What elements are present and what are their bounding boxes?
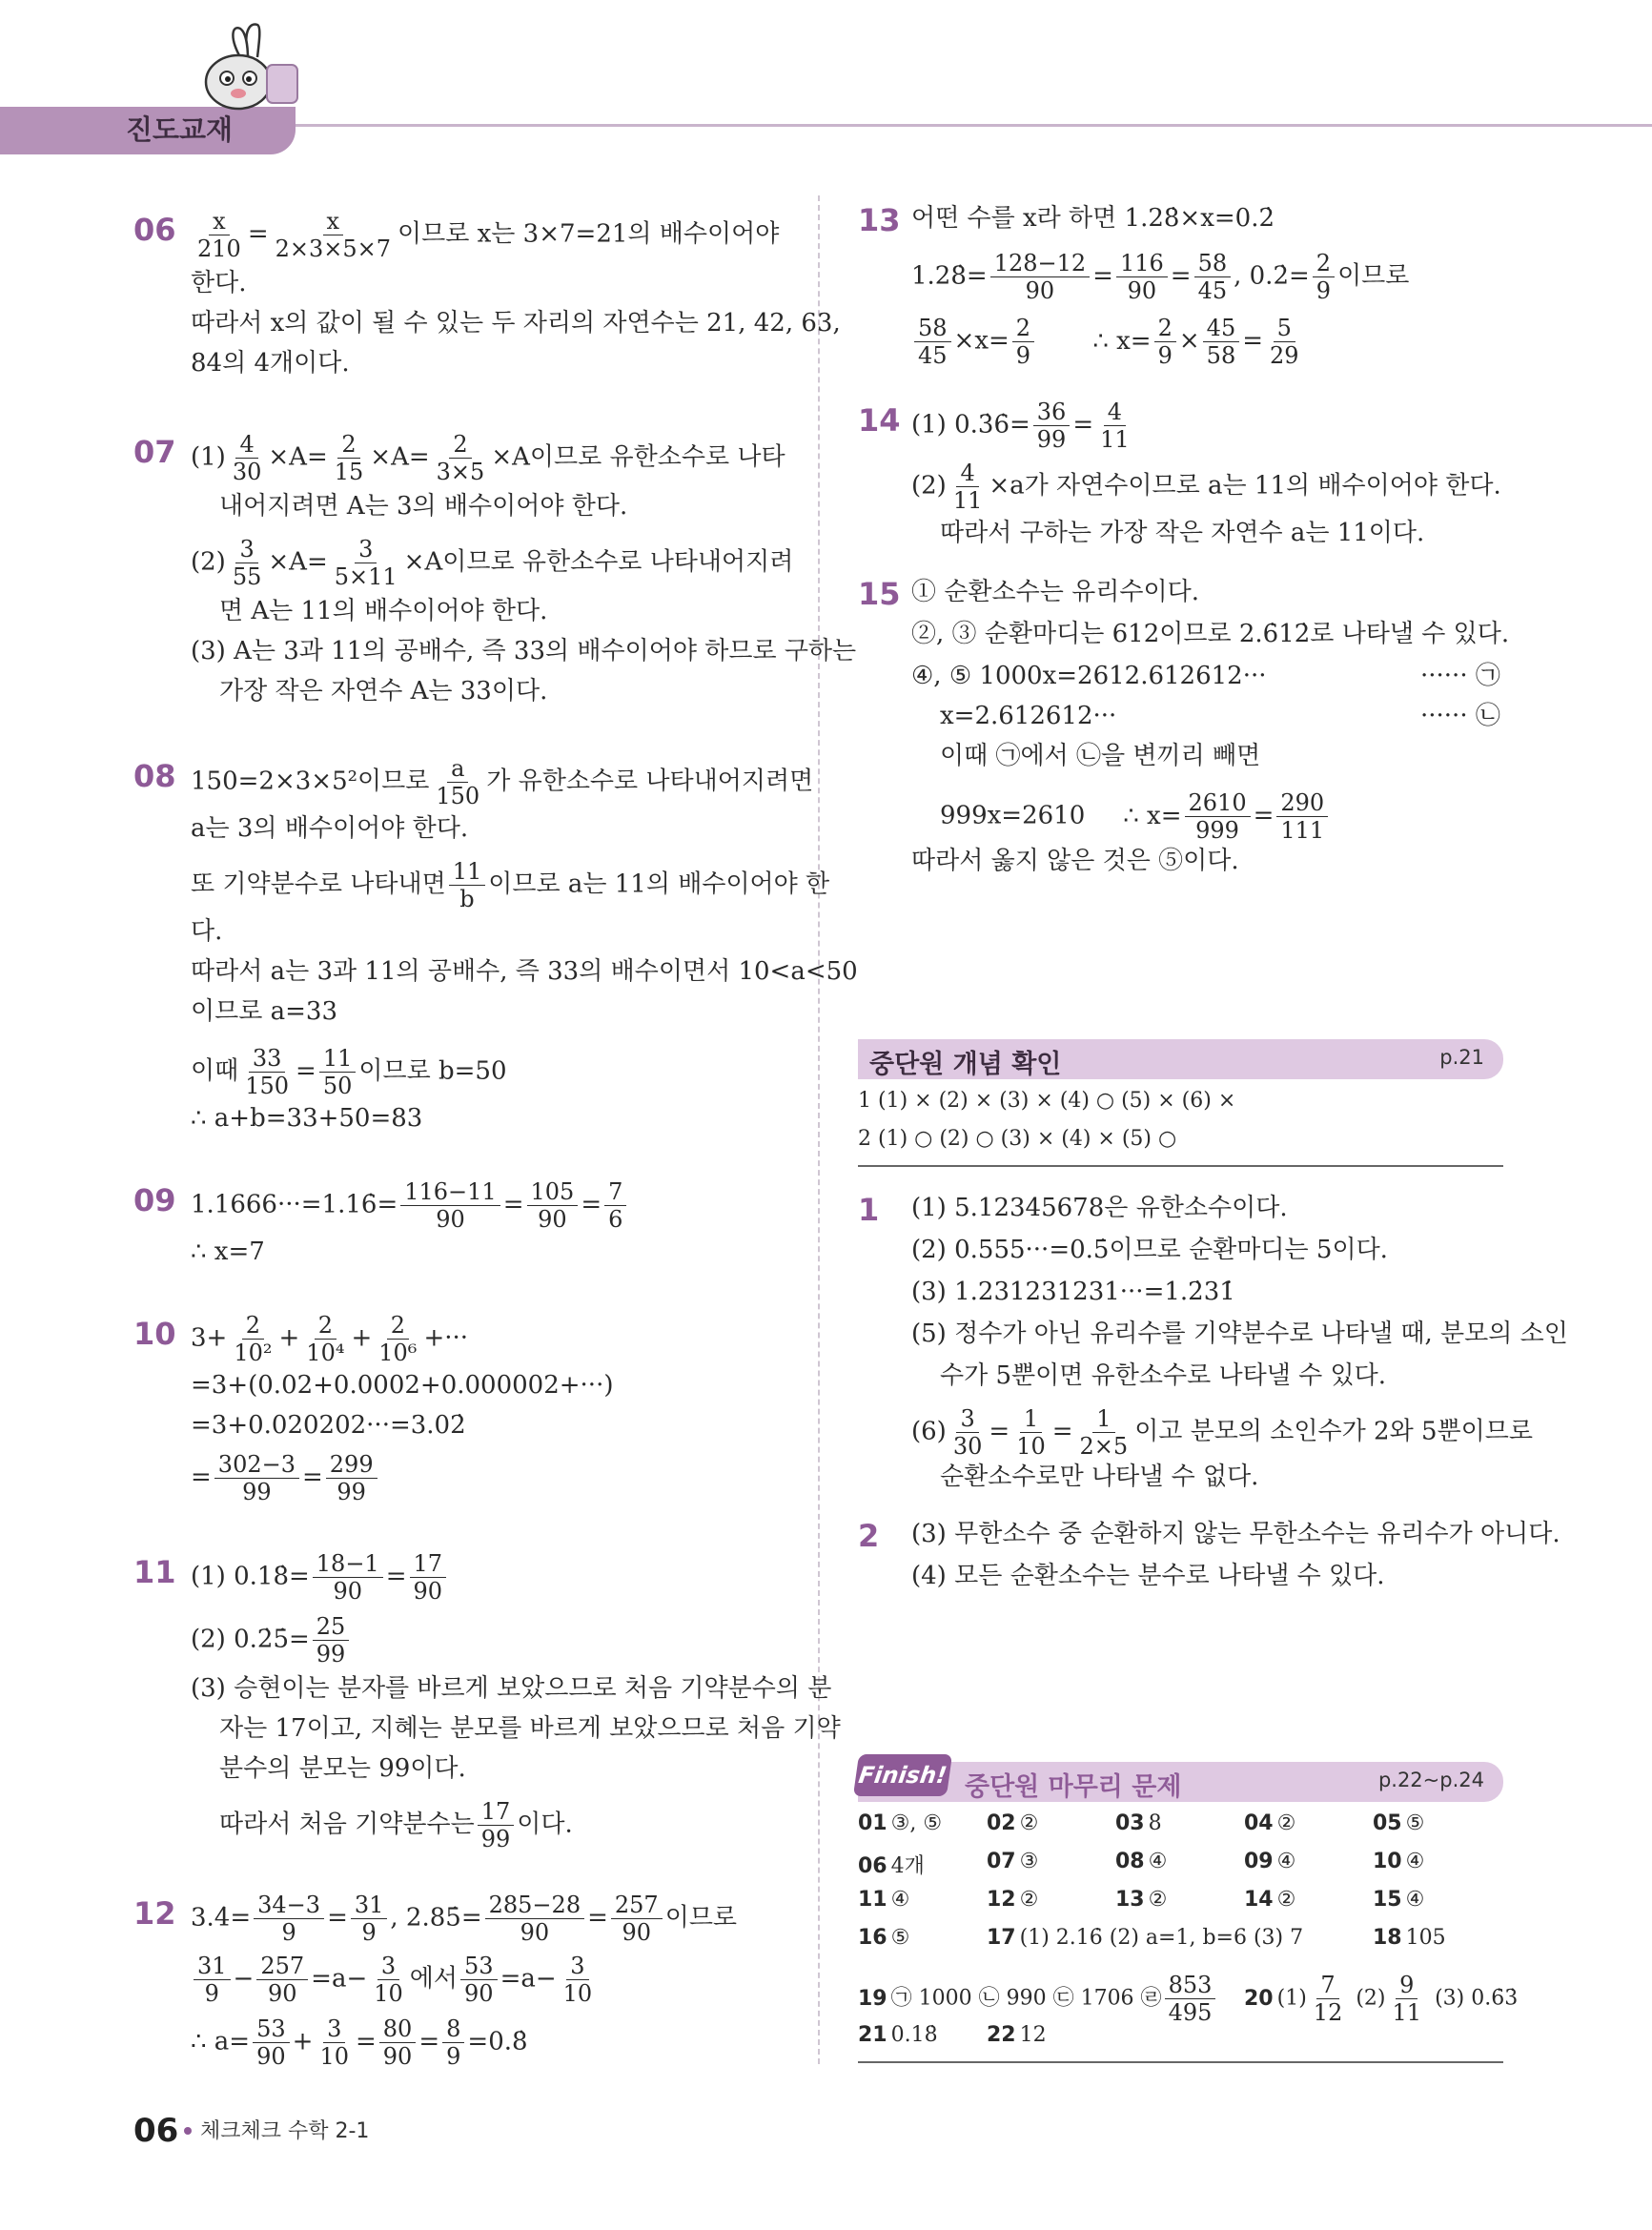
section-page-ref: p.21 — [1439, 1046, 1484, 1069]
finish-row-5-19: 19 ㉠ 1000 ㉡ 990 ㉢ 1706 ㉣ $\frac{853}{495}$ — [858, 1972, 1218, 2026]
fraction: $\frac{7}{12}$ — [1313, 1972, 1343, 2026]
text-line: (1) 5.12345678은 유한소수이다. — [911, 1194, 1288, 1222]
text-line: (5) 정수가 아닌 유리수를 기약분수로 나타낼 때, 분모의 소인 — [911, 1320, 1568, 1348]
problem-number: 1 — [858, 1192, 880, 1228]
problem-10-line1: 3+ $\frac{2}{\text{10²}}$ + $\frac{2}{\text{10⁴}}$ + $\frac{2}{\text{10⁶}}$ +··· — [191, 1312, 469, 1366]
column-divider — [818, 195, 820, 2064]
fraction: $\frac{18-1}{90}$ — [313, 1550, 383, 1605]
text-line: (3) A는 3과 11의 공배수, 즉 33의 배수이어야 하므로 구하는 — [191, 637, 857, 665]
text-line: =3+0.020202···=3.02̇ — [191, 1411, 466, 1440]
section-rule — [858, 1165, 1503, 1167]
problem-06-line1: $\frac{x}{210}$ = $\frac{x}{2\times 3\times 5\times 7}$ 이므로 x는 3×7=21의 배수이어야 — [191, 208, 779, 262]
fraction: $\frac{34-3}{9}$ — [254, 1892, 324, 1946]
finish-answer-cell: 15 ④ — [1373, 1888, 1425, 1912]
q1-line6: (6) $\frac{3}{30}$ = $\frac{1}{10}$ = $\frac{1}{2\times 5}$ 이고 분모의 소인수가 2와 5뿐이므로 — [911, 1405, 1533, 1460]
finish-answer-cell: 06 4개 — [858, 1854, 925, 1878]
fraction: $\frac{58}{45}$ — [914, 315, 951, 369]
text-line: 따라서 옳지 않은 것은 ⑤이다. — [911, 847, 1239, 875]
problem-13-line3: $\frac{58}{45}$ ×x= $\frac{2}{9}$ ∴ x= $\frac{2}{9}$ × $\frac{45}{58}$ = $\frac{5}{29}$ — [911, 315, 1306, 369]
finish-answer-cell: 14 ② — [1244, 1888, 1296, 1912]
text-line: 순환소수로만 나타낼 수 없다. — [940, 1463, 1259, 1491]
finish-answer-cell: 11 ④ — [858, 1888, 910, 1912]
text-line: (4) 모든 순환소수는 분수로 나타낼 수 있다. — [911, 1562, 1385, 1590]
text-line: 분수의 분모는 99이다. — [219, 1754, 466, 1783]
header-rule — [286, 124, 1652, 127]
finish-answer-cell: 07 ③ — [987, 1850, 1039, 1873]
text-line: ······ ㉡ — [1420, 702, 1500, 730]
problem-10-line4: = $\frac{302-3}{99}$ = $\frac{299}{99}$ — [191, 1451, 380, 1505]
fraction: $\frac{31}{9}$ — [351, 1892, 388, 1946]
text-line: a는 3의 배수이어야 한다. — [191, 814, 469, 843]
text-line: 따라서 x의 값이 될 수 있는 두 자리의 자연수는 21, 42, 63, — [191, 309, 841, 338]
fraction: $\frac{2}{15}$ — [334, 431, 364, 485]
problem-number: 10 — [133, 1316, 176, 1352]
fraction: $\frac{a}{150}$ — [436, 755, 480, 809]
text-line: 가장 작은 자연수 A는 33이다. — [219, 677, 548, 706]
finish-answer-cell: 10 ④ — [1373, 1850, 1425, 1873]
fraction: $\frac{25}{99}$ — [313, 1613, 350, 1667]
problem-number: 13 — [858, 202, 901, 238]
fraction: $\frac{302-3}{99}$ — [214, 1451, 299, 1505]
fraction: $\frac{8}{9}$ — [442, 2015, 464, 2070]
text-line: (3) 승현이는 분자를 바르게 보았으므로 처음 기약분수의 분 — [191, 1674, 832, 1703]
problem-14-item2: (2) $\frac{4}{11}$ ×a가 자연수이므로 a는 11의 배수이어야 한다. — [911, 460, 1501, 514]
fraction: $\frac{80}{90}$ — [379, 2015, 417, 2070]
problem-09-line1: 1.1666···=1.16̇= $\frac{116-11}{90}$ = $\frac{105}{90}$ = $\frac{7}{6}$ — [191, 1178, 629, 1233]
text-line: ······ ㉠ — [1420, 662, 1500, 690]
fraction: $\frac{17}{90}$ — [410, 1550, 447, 1605]
problem-number: 09 — [133, 1182, 176, 1218]
fraction: $\frac{58}{45}$ — [1194, 250, 1232, 304]
text-line: ∴ x=7 — [191, 1238, 265, 1266]
problem-number: 08 — [133, 758, 176, 794]
text-line: 자는 17이고, 지혜는 분모를 바르게 보았으므로 처음 기약 — [219, 1714, 841, 1743]
text-line: 따라서 구하는 가장 작은 자연수 a는 11이다. — [940, 519, 1425, 547]
fraction: $\frac{17}{99}$ — [478, 1798, 515, 1852]
finish-answer-cell: 12 ② — [987, 1888, 1039, 1912]
fraction: $\frac{2}{\text{10⁴}}$ — [306, 1312, 345, 1366]
fraction: $\frac{11}{50}$ — [319, 1045, 357, 1099]
problem-number: 2 — [858, 1518, 880, 1554]
fraction: $\frac{4}{11}$ — [1100, 399, 1130, 453]
problem-07-item2: (2) $\frac{3}{55}$ ×A= $\frac{3}{5\times 11}$ ×A이므로 유한소수로 나타내어지려 — [191, 536, 794, 590]
text-line: (2) 0.555···=0.5̇이므로 순환마디는 5이다. — [911, 1236, 1388, 1264]
fraction: $\frac{53}{90}$ — [460, 1953, 498, 2007]
fraction: $\frac{299}{99}$ — [326, 1451, 377, 1505]
fraction: $\frac{x}{210}$ — [197, 208, 241, 262]
text-line: (3) 무한소수 중 순환하지 않는 무한소수는 유리수가 아니다. — [911, 1520, 1560, 1548]
section-title: 중단원 마무리 문제 — [965, 1772, 1182, 1802]
text-line: 이므로 a=33 — [191, 997, 337, 1026]
finish-header — [858, 1762, 1503, 1802]
problem-11-line4: 따라서 처음 기약분수는 $\frac{17}{99}$ 이다. — [219, 1798, 573, 1852]
section-rule — [858, 2061, 1503, 2063]
text-line: =3+(0.02+0.0002+0.000002+···) — [191, 1371, 614, 1400]
problem-13-line2: 1.28̇= $\frac{128-12}{90}$ = $\frac{116}{90}$ = $\frac{58}{45}$ , 0.2̇= $\frac{2}{9}$ 이므로 — [911, 250, 1410, 304]
fraction: $\frac{53}{90}$ — [253, 2015, 290, 2070]
text-line: 이때 ㉠에서 ㉡을 변끼리 빼면 — [940, 742, 1261, 770]
problem-12-line2: $\frac{31}{9}$ − $\frac{257}{90}$ =a− $\frac{3}{10}$ 에서 $\frac{53}{90}$ =a− $\frac{3}{10}$ — [191, 1953, 599, 2007]
text-line: 한다. — [191, 269, 247, 297]
footer-bullet — [184, 2127, 192, 2135]
problem-12-line3: ∴ a= $\frac{53}{90}$ + $\frac{3}{10}$ = $\frac{80}{90}$ = $\frac{8}{9}$ =0.8̇ — [191, 2015, 528, 2070]
fraction: $\frac{7}{6}$ — [604, 1178, 626, 1233]
text-line: 수가 5뿐이면 유한소수로 나타낼 수 있다. — [940, 1361, 1386, 1390]
concept-answer-2: 2 (1) ○ (2) ○ (3) × (4) × (5) ○ — [858, 1127, 1177, 1151]
text-line: ∴ a+b=33+50=83 — [191, 1104, 423, 1133]
text-line: 내어지려면 A는 3의 배수이어야 한다. — [219, 492, 628, 521]
bunny-mascot-icon — [191, 17, 305, 122]
finish-answer-cell: 13 ② — [1115, 1888, 1168, 1912]
fraction: $\frac{x}{2\times 3\times 5\times 7}$ — [275, 208, 392, 262]
finish-answer-cell: 05 ⑤ — [1373, 1811, 1425, 1835]
problem-08-line3: 또 기약분수로 나타내면 $\frac{11}{b}$ 이므로 a는 11의 배수이어야 한 — [191, 858, 830, 912]
problem-11-item2: (2) 0.2̇5̇= $\frac{25}{99}$ — [191, 1613, 352, 1667]
fraction: $\frac{116}{90}$ — [1116, 250, 1168, 304]
concept-check-header — [858, 1039, 1503, 1079]
problem-12-line1: 3.4̇= $\frac{34-3}{9}$ = $\frac{31}{9}$ , 2.85̇= $\frac{285-28}{90}$ = $\frac{257}{90}$ 이므로 — [191, 1892, 738, 1946]
page-number: 06 — [133, 2112, 179, 2150]
finish-row-4-18: 18 105 — [1373, 1926, 1446, 1950]
finish-answer-cell: 09 ④ — [1244, 1850, 1296, 1873]
fraction: $\frac{290}{111}$ — [1276, 789, 1328, 844]
concept-answer-1: 1 (1) × (2) × (3) × (4) ○ (5) × (6) × — [858, 1089, 1236, 1113]
text-line: ②, ③ 순환마디는 612이므로 2.6̇12̇로 나타낼 수 있다. — [911, 620, 1510, 648]
problem-08-line7: 이때 $\frac{33}{150}$ = $\frac{11}{50}$ 이므로 b=50 — [191, 1045, 507, 1099]
fraction: $\frac{3}{10}$ — [374, 1953, 403, 2007]
problem-number: 14 — [858, 402, 901, 439]
text-line: 면 A는 11의 배수이어야 한다. — [219, 597, 548, 625]
problem-07-item1: (1) $\frac{4}{30}$ ×A= $\frac{2}{15}$ ×A= $\frac{2}{3\times 5}$ ×A이므로 유한소수로 나타 — [191, 431, 785, 485]
fraction: $\frac{3}{30}$ — [952, 1405, 983, 1460]
problem-08-line1: 150=2×3×5²이므로 $\frac{a}{150}$ 가 유한소수로 나타내어지려면 — [191, 755, 814, 809]
fraction: $\frac{2}{9}$ — [1154, 315, 1176, 369]
fraction: $\frac{33}{150}$ — [245, 1045, 290, 1099]
finish-badge: Finish! — [853, 1754, 952, 1796]
fraction: $\frac{5}{29}$ — [1270, 315, 1299, 369]
finish-answer-cell: 01 ③, ⑤ — [858, 1811, 943, 1835]
fraction: $\frac{3}{55}$ — [232, 536, 262, 590]
fraction: $\frac{2610}{999}$ — [1185, 789, 1251, 844]
finish-row-6-21: 21 0.18̇ — [858, 2023, 938, 2047]
fraction: $\frac{3}{10}$ — [319, 2015, 349, 2070]
text-line: 다. — [191, 917, 223, 946]
fraction: $\frac{36}{99}$ — [1033, 399, 1071, 453]
fraction: $\frac{9}{11}$ — [1392, 1972, 1422, 2026]
fraction: $\frac{285-28}{90}$ — [485, 1892, 584, 1946]
section-page-ref: p.22~p.24 — [1377, 1769, 1484, 1791]
fraction: $\frac{2}{9}$ — [1313, 250, 1335, 304]
fraction: $\frac{4}{30}$ — [232, 431, 262, 485]
finish-answer-cell: 02 ② — [987, 1811, 1039, 1835]
finish-row-6-22: 22 12 — [987, 2023, 1047, 2047]
problem-number: 12 — [133, 1895, 176, 1932]
text-line: (3) 1.231231231···=1.2̇31̇ — [911, 1278, 1235, 1306]
fraction: $\frac{3}{5\times 11}$ — [334, 536, 398, 590]
text-line: ④, ⑤ 1000x=2612.612612··· — [911, 662, 1267, 690]
problem-number: 06 — [133, 212, 176, 248]
fraction: $\frac{853}{495}$ — [1165, 1972, 1216, 2026]
fraction: $\frac{4}{11}$ — [952, 460, 983, 514]
header-label: 진도교재 — [126, 113, 234, 146]
fraction: $\frac{45}{58}$ — [1203, 315, 1240, 369]
problem-14-item1: (1) 0.3̇6̇= $\frac{36}{99}$ = $\frac{4}{11}$ — [911, 399, 1136, 453]
section-title: 중단원 개념 확인 — [869, 1050, 1062, 1079]
fraction: $\frac{3}{10}$ — [562, 1953, 593, 2007]
problem-11-item1: (1) 0.18̇= $\frac{18-1}{90}$ = $\frac{17}{90}$ — [191, 1550, 449, 1605]
fraction: $\frac{257}{90}$ — [256, 1953, 308, 2007]
fraction: $\frac{105}{90}$ — [527, 1178, 579, 1233]
fraction: $\frac{128-12}{90}$ — [990, 250, 1090, 304]
finish-row-5-20: 20 (1) $\frac{7}{12}$ (2) $\frac{9}{11}$ (3) 0.6̇3̇ — [1244, 1972, 1519, 2026]
finish-answer-cell: 03 8 — [1115, 1811, 1162, 1835]
text-line: x=2.612612··· — [940, 702, 1117, 730]
problem-number: 11 — [133, 1554, 176, 1590]
fraction: $\frac{2}{\text{10⁶}}$ — [378, 1312, 418, 1366]
fraction: $\frac{116-11}{90}$ — [400, 1178, 500, 1233]
problem-number: 07 — [133, 434, 176, 470]
finish-answer-cell: 08 ④ — [1115, 1850, 1168, 1873]
fraction: $\frac{2}{9}$ — [1012, 315, 1034, 369]
text-line: 84의 4개이다. — [191, 349, 350, 378]
fraction: $\frac{1}{10}$ — [1016, 1405, 1046, 1460]
fraction: $\frac{11}{b}$ — [449, 858, 486, 912]
finish-row-4: 16 ⑤ — [858, 1926, 910, 1950]
fraction: $\frac{257}{90}$ — [611, 1892, 663, 1946]
text-line: 따라서 a는 3과 11의 공배수, 즉 33의 배수이면서 10<a<50 — [191, 957, 858, 986]
book-title: 체크체크 수학 2-1 — [200, 2119, 370, 2143]
finish-answer-cell: 04 ② — [1244, 1811, 1296, 1835]
fraction: $\frac{2}{3\times 5}$ — [436, 431, 485, 485]
text-line: 어떤 수를 x라 하면 1.28̇×x=0.2̇ — [911, 204, 1275, 233]
problem-15-line6: 999x=2610 ∴ x= $\frac{2610}{999}$ = $\frac{290}{111}$ — [940, 789, 1331, 844]
text-line: ① 순환소수는 유리수이다. — [911, 578, 1199, 606]
problem-number: 15 — [858, 576, 901, 612]
fraction: $\frac{1}{2\times 5}$ — [1079, 1405, 1129, 1460]
finish-row-4-17: 17 (1) 2.16̇ (2) a=1, b=6 (3) 7 — [987, 1926, 1304, 1950]
fraction: $\frac{2}{\text{10²}}$ — [234, 1312, 273, 1366]
fraction: $\frac{31}{9}$ — [194, 1953, 231, 2007]
